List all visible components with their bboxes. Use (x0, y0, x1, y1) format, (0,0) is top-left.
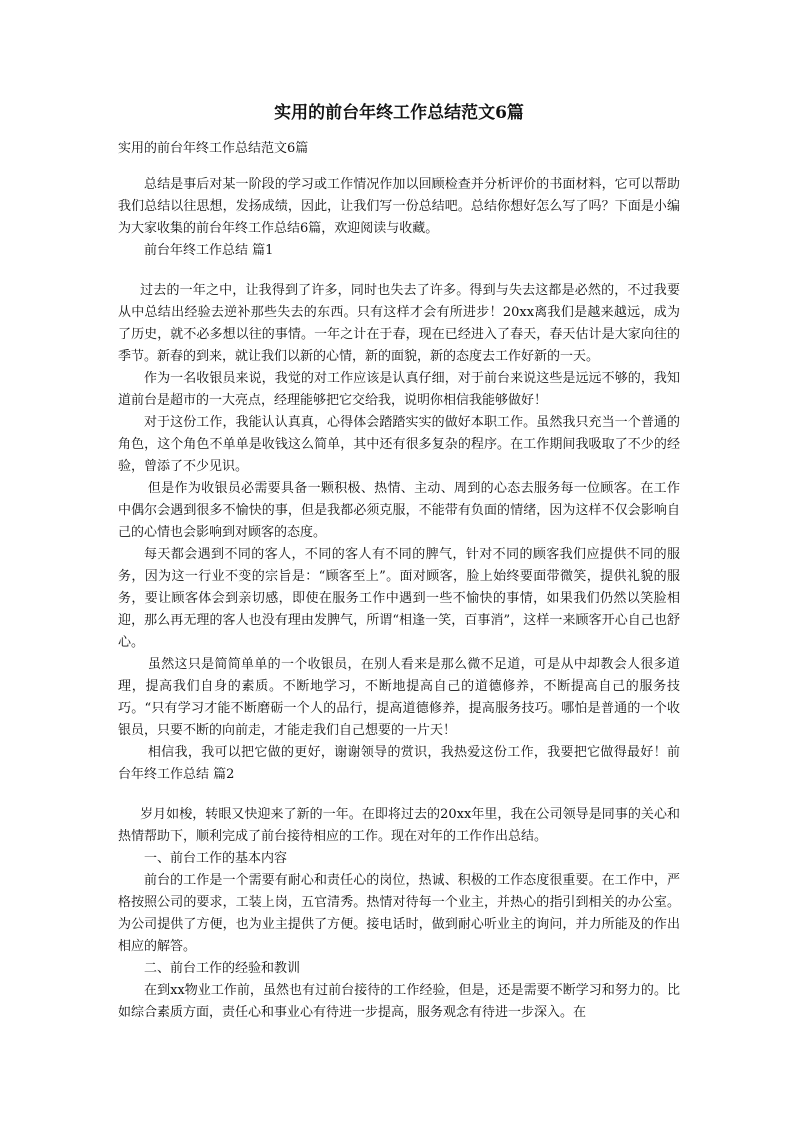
body-paragraph: 过去的一年之中，让我得到了许多，同时也失去了许多。得到与失去这都是必然的，不过我要从中总结出经验去逆补那些失去的东西。只有这样才会有所进步！20xx离我们是越来越远，成为了历史，就不必多想以往的事情。一年之计在于春，现在已经进入了春天，春天估计是大家向往的季节。新春的到来，就让我们以新的心情，新的面貌，新的态度去工作好新的一天。 (118, 283, 680, 364)
body-paragraph: 作为一名收银员来说，我觉的对工作应该是认真仔细，对于前台来说这些是远远不够的，我知道前台是超市的一大亮点，经理能够把它交给我，说明你相信我能够做好！ (118, 371, 680, 408)
document-title: 实用的前台年终工作总结范文6篇 (274, 103, 524, 123)
document-subtitle: 实用的前台年终工作总结范文6篇 (118, 141, 309, 156)
body-paragraph: 相信我，我可以把它做的更好，谢谢领导的赏识，我热爱这份工作，我要把它做得最好！前台年终工作总结 篇2 (118, 745, 680, 782)
section-heading-1: 前台年终工作总结 篇1 (144, 243, 274, 258)
body-paragraph: 每天都会遇到不同的客人，不同的客人有不同的脾气，针对不同的顾客我们应提供不同的服务，因为这一行业不变的宗旨是：“顾客至上”。面对顾客，脸上始终要面带微笑，提供礼貌的服务，要让顾客体会到亲切感，即使在服务工作中遇到一些不愉快的事情，如果我们仍然以笑脸相迎，那么再无理的客人也没有理由发脾气，所谓“相逢一笑，百事消”，这样一来顾客开心自己也舒心。 (118, 547, 680, 650)
section-subheading: 二、前台工作的经验和教训 (144, 961, 301, 976)
body-paragraph: 但是作为收银员必需要具备一颗积极、热情、主动、周到的心态去服务每一位顾客。在工作中偶尔会遇到很多不愉快的事，但是我都必须克服，不能带有负面的情绪，因为这样不仅会影响自己的心情也会影响到对顾客的态度。 (118, 481, 680, 540)
intro-paragraph: 总结是事后对某一阶段的学习或工作情况作加以回顾检查并分析评价的书面材料，它可以帮助我们总结以往思想，发扬成绩，因此，让我们写一份总结吧。总结你想好怎么写了吗？下面是小编为大家收集的前台年终工作总结6篇，欢迎阅读与收藏。 (118, 177, 680, 236)
body-paragraph: 虽然这只是简简单单的一个收银员，在别人看来是那么微不足道，可是从中却教会人很多道理，提高我们自身的素质。不断地学习，不断地提高自己的道德修养，不断提高自己的服务技巧。“只有学习才能不断磨砺一个人的品行，提高道德修养，提高服务技巧。哪怕是普通的一个收银员，只要不断的向前走，才能走我们自己想要的一片天！ (118, 657, 680, 738)
body-paragraph: 岁月如梭，转眼又快迎来了新的一年。在即将过去的20xx年里，我在公司领导是同事的关心和热情帮助下，顺利完成了前台接待相应的工作。现在对年的工作作出总结。 (118, 807, 680, 844)
body-paragraph: 在到xx物业工作前，虽然也有过前台接待的工作经验，但是，还是需要不断学习和努力的。比如综合素质方面，责任心和事业心有待进一步提高，服务观念有待进一步深入。在 (118, 983, 680, 1020)
body-paragraph: 对于这份工作，我能认认真真，心得体会踏踏实实的做好本职工作。虽然我只充当一个普通的角色，这个角色不单单是收钱这么简单，其中还有很多复杂的程序。在工作期间我吸取了不少的经验，曾添了不少见识。 (118, 415, 680, 474)
document-page (118, 100, 680, 1024)
section-subheading: 一、前台工作的基本内容 (144, 851, 288, 866)
body-paragraph: 前台的工作是一个需要有耐心和责任心的岗位，热诚、积极的工作态度很重要。在工作中，严格按照公司的要求，工装上岗，五官清秀。热情对待每一个业主，并热心的指引到相关的办公室。为公司提供了方便，也为业主提供了方便。接电话时，做到耐心听业主的询问，并力所能及的作出相应的解答。 (118, 873, 680, 954)
